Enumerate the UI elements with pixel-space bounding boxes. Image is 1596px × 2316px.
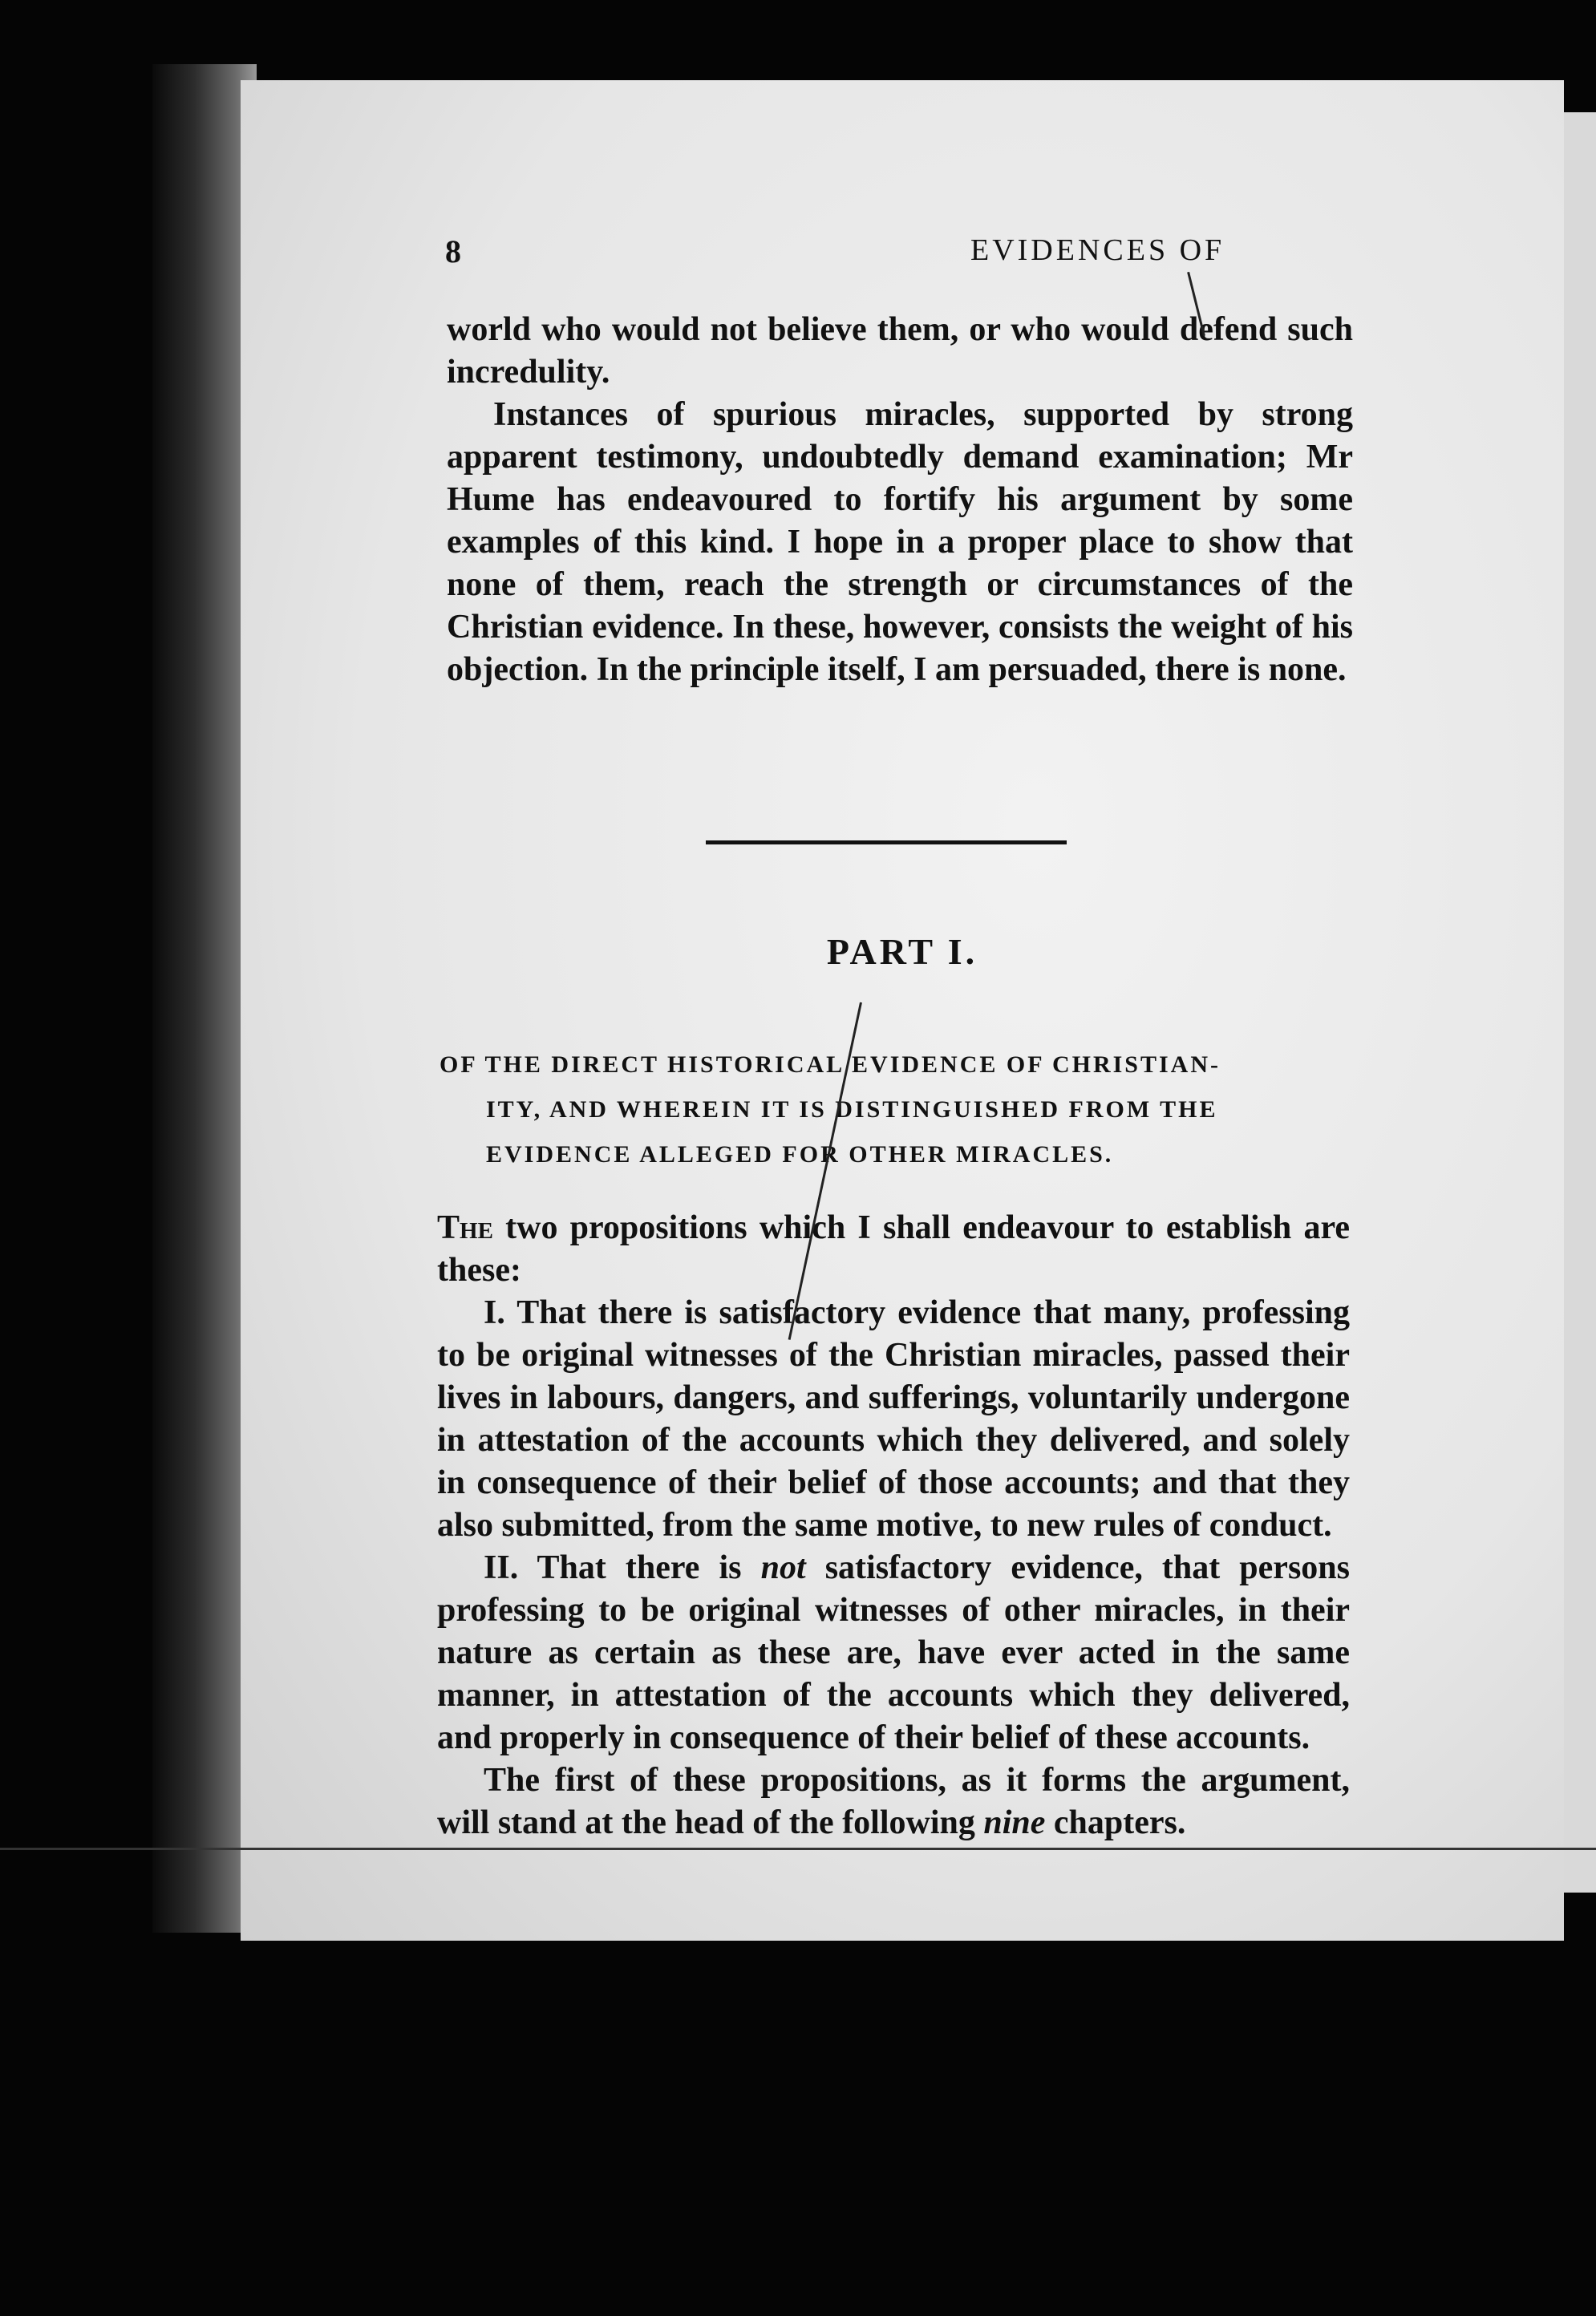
part-heading: PART I. <box>826 931 978 972</box>
proposition-2-start: II. That there is <box>484 1549 761 1586</box>
body-paragraph-1 <box>437 1207 1350 1292</box>
part-subtitle-line-2: ITY, AND WHEREIN IT IS DISTINGUISHED FROM THE <box>486 1096 1218 1123</box>
lead-word: The <box>437 1209 493 1246</box>
book-page <box>241 80 1564 1941</box>
scan-artifact-line <box>0 1848 1596 1850</box>
running-head: EVIDENCES OF <box>970 233 1225 267</box>
proposition-2-end: satisfactory evidence, that persons professing to be original witnesses of other miracles, in their nature as certain as these are, have ever acted in the same manner, in attestation of the accounts which they delivered, and properly in consequence of their belief of these accounts. <box>437 1549 1350 1756</box>
closing-end: chapters. <box>1045 1804 1186 1841</box>
closing-start: The first of these propositions, as it forms the argument, will stand at the head of the following <box>437 1762 1350 1841</box>
part-subtitle-line-1: OF THE DIRECT HISTORICAL EVIDENCE OF CHRISTIAN- <box>440 1051 1221 1078</box>
intro-paragraph-1: world who would not believe them, or who would defend such incredulity. <box>447 311 1353 391</box>
main-text <box>437 1207 1350 1844</box>
part-subtitle-line-3: EVIDENCE ALLEGED FOR OTHER MIRACLES. <box>486 1141 1114 1168</box>
section-divider-rule <box>706 840 1067 844</box>
intro-text <box>447 309 1353 691</box>
page-header <box>445 233 1343 281</box>
part-subtitle <box>440 1043 1358 1177</box>
proposition-2 <box>437 1547 1350 1759</box>
body-paragraph-1-text: two propositions which I shall endeavour to establish are these: <box>437 1209 1350 1289</box>
adjacent-page-edge <box>1562 112 1596 1893</box>
closing-emphasis: nine <box>983 1804 1046 1841</box>
intro-paragraph-2: Instances of spurious miracles, supported by strong apparent testimony, undoubtedly demand examination; Mr Hume has endeavoured to fortify his argument by some examples of this kind. I hope in a proper place to show that none of them, reach the strength or circumstances of the Christian evidence. In these, however, consists the weight of his objection. In the principle itself, I am persuaded, there is none. <box>447 396 1353 688</box>
proposition-1: I. That there is satisfactory evidence that many, professing to be original witnesses of the Christian miracles, passed their lives in labours, dangers, and sufferings, voluntarily undergone in attestation of the accounts which they delivered, and solely in consequence of their belief of those accounts; and that they also submitted, from the same motive, to new rules of conduct. <box>437 1294 1350 1544</box>
proposition-2-emphasis: not <box>760 1549 806 1586</box>
page-number: 8 <box>445 233 461 269</box>
closing-paragraph <box>437 1759 1350 1844</box>
